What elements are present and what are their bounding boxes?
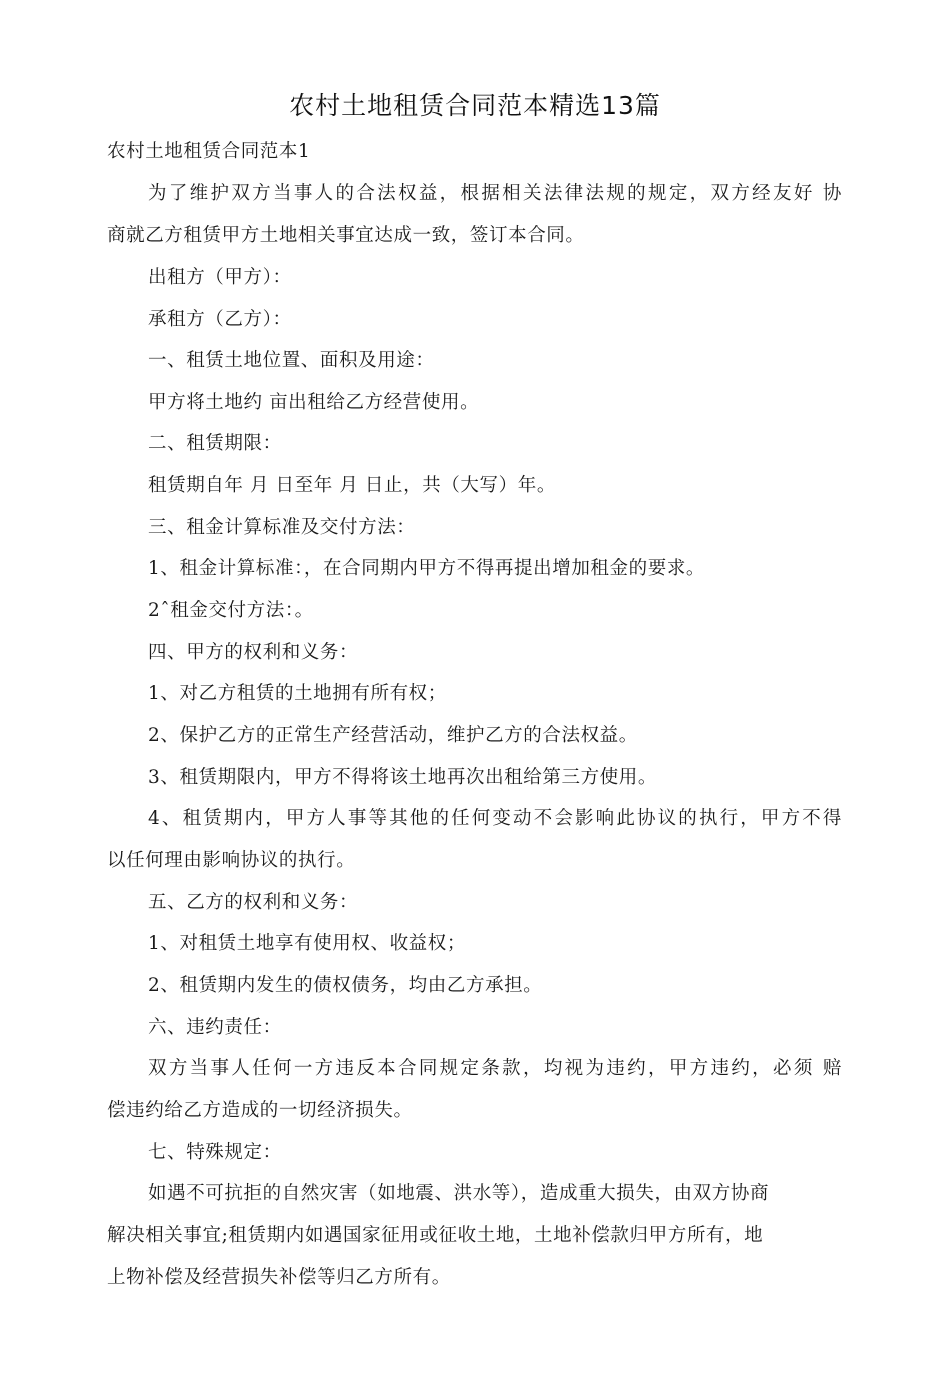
paragraph-line: 解决相关事宜;租赁期内如遇国家征用或征收土地，土地补偿款归甲方所有，地: [107, 1225, 764, 1246]
clause-heading: 六、违约责任：: [148, 1017, 282, 1038]
clause-heading: 二、租赁期限：: [148, 433, 282, 454]
section-heading: 农村土地租赁合同范本1: [107, 141, 311, 162]
paragraph-line: 4、租赁期内，甲方人事等其他的任何变动不会影响此协议的执行，甲方不得: [148, 808, 842, 829]
clause-heading: 五、乙方的权利和义务：: [148, 892, 359, 913]
clause-heading: 四、甲方的权利和义务：: [148, 642, 359, 663]
document-title: 农村土地租赁合同范本精选13篇: [289, 91, 661, 120]
paragraph-line: 3、租赁期限内，甲方不得将该土地再次出租给第三方使用。: [148, 767, 657, 788]
paragraph-line: 租赁期自年 月 日至年 月 日止，共（大写）年。: [148, 475, 556, 496]
paragraph-line: 双方当事人任何一方违反本合同规定条款，均视为违约，甲方违约，必须 赔: [148, 1058, 842, 1079]
paragraph-line: 为了维护双方当事人的合法权益，根据相关法律法规的规定，双方经友好 协: [148, 183, 842, 204]
paragraph-line: 如遇不可抗拒的自然灾害（如地震、洪水等），造成重大损失，由双方协商: [148, 1183, 770, 1204]
paragraph-line: 1、对租赁土地享有使用权、收益权；: [148, 933, 466, 954]
paragraph-line: 承租方（乙方）：: [148, 309, 292, 330]
paragraph-line: 1、租金计算标准：，在合同期内甲方不得再提出增加租金的要求。: [148, 558, 706, 579]
clause-heading: 一、租赁土地位置、面积及用途：: [148, 350, 435, 371]
paragraph-line: 商就乙方租赁甲方土地相关事宜达成一致，签订本合同。: [107, 225, 585, 246]
paragraph-line: 2、保护乙方的正常生产经营活动，维护乙方的合法权益。: [148, 725, 638, 746]
paragraph-line: 出租方（甲方）：: [148, 267, 292, 288]
paragraph-line: 以任何理由影响协议的执行。: [107, 850, 356, 871]
paragraph-line: 偿违约给乙方造成的一切经济损失。: [107, 1100, 413, 1121]
paragraph-line: 甲方将土地约 亩出租给乙方经营使用。: [148, 392, 480, 413]
clause-heading: 七、特殊规定：: [148, 1142, 282, 1163]
paragraph-line: 上物补偿及经营损失补偿等归乙方所有。: [107, 1267, 451, 1288]
paragraph-line: 2ˆ租金交付方法：。: [148, 600, 314, 621]
paragraph-line: 2、租赁期内发生的债权债务，均由乙方承担。: [148, 975, 543, 996]
paragraph-line: 1、对乙方租赁的土地拥有所有权；: [148, 683, 447, 704]
clause-heading: 三、租金计算标准及交付方法：: [148, 517, 416, 538]
